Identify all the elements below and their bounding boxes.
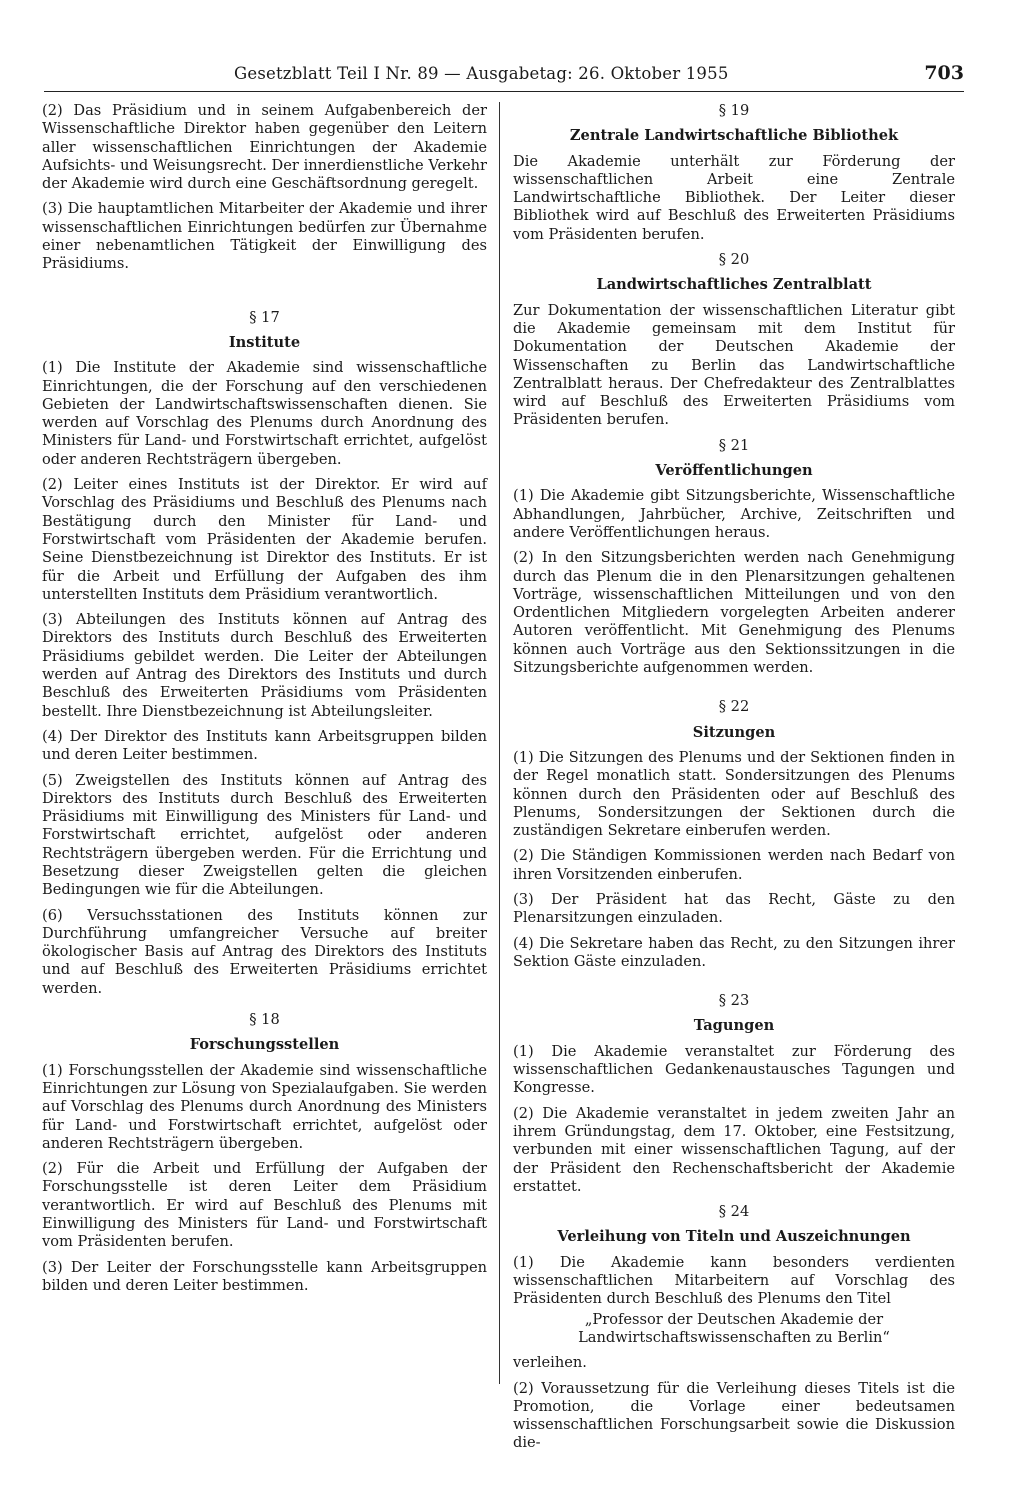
paragraph: (4) Die Sekretare haben das Recht, zu den Sitzungen ihrer Sektion Gäste einzuladen. [513,934,955,970]
header-rule [44,91,964,92]
paragraph: (2) Leiter eines Instituts ist der Direktor. Er wird auf Vorschlag des Präsidiums und Beschluß des Plenums nach Bestätigung durch den Minister für Land- und Forstwirtschaft vom Präsidenten der Akademie berufen. Seine Dienstbezeichnung ist Direktor des Instituts. Er ist für die Arbeit und Erfüllung der Aufgaben des ihm unterstellten Instituts dem Präsidium verantwortlich. [42,476,487,603]
section-number: § 22 [718,698,750,716]
section-number: § 17 [249,308,280,326]
paragraph: (1) Die Akademie veranstaltet zur Förderung des wissenschaftlichen Gedankenaustausches Tagungen und Kongresse. [513,1042,955,1097]
section-number: § 19 [718,102,750,119]
paragraph: (2) Die Ständigen Kommissionen werden nach Bedarf von ihren Vorsitzenden einberufen. [513,847,955,883]
title-quote: „Professor der Deutschen Akademie der Landwirtschaftswissenschaften zu Berlin“ [578,1310,890,1346]
paragraph: (6) Versuchsstationen des Instituts können zur Durchführung umfangreicher Versuche auf breiter ökologischer Basis auf Antrag des Direktors des Instituts und auf Beschluß des Erweiterten Präsidiums errichtet werden. [42,906,487,997]
section-number: § 20 [718,251,750,269]
section-title: Veröffentlichungen [655,462,813,480]
header-title: Gesetzblatt Teil I Nr. 89 — Ausgabetag: 26. Oktober 1955 [234,64,729,83]
paragraph: Die Akademie unterhält zur Förderung der wissenschaftlichen Arbeit eine Zentrale Landwirtschaftliche Bibliothek. Der Leiter dieser Bibliothek wird auf Beschluß des Erweiterten Präsidiums vom Präsidenten berufen. [513,152,955,243]
paragraph: (2) Das Präsidium und in seinem Aufgabenbereich der Wissenschaftliche Direktor haben gegenüber den Leitern aller wissenschaftlichen Einrichtungen der Akademie Aufsichts- und Weisungsrecht. Der innerdienstliche Verkehr der Akademie wird durch eine Geschäftsordnung geregelt. [42,102,487,193]
section-title: Verleihung von Titeln und Auszeichnungen [557,1228,911,1246]
section-number: § 21 [718,436,750,454]
paragraph: (2) Für die Arbeit und Erfüllung der Aufgaben der Forschungsstelle ist deren Leiter dem Präsidium verantwortlich. Er wird auf Beschluß des Plenums mit Einwilligung des Ministers für Land- und Forstwirtschaft vom Präsidenten berufen. [42,1160,487,1251]
right-column [513,102,955,1460]
section-number: § 18 [249,1011,280,1029]
page-header [44,62,964,92]
left-column [42,102,487,1302]
paragraph: (2) Voraussetzung für die Verleihung dieses Titels ist die Promotion, die Vorlage einer bedeutsamen wissenschaftlichen Forschungsarbeit sowie die Diskussion die- [513,1379,955,1452]
paragraph: (1) Die Akademie gibt Sitzungsberichte, Wissenschaftliche Abhandlungen, Jahrbücher, Archive, Zeitschriften und andere Veröffentlichungen heraus. [513,487,955,541]
paragraph: (2) Die Akademie veranstaltet in jedem zweiten Jahr an ihrem Gründungstag, dem 17. Oktober, eine Festsitzung, verbunden mit einer wissenschaftlichen Tagung, auf der der Präsident den Rechenschaftsbericht der Akademie erstattet. [513,1104,955,1195]
section-title: Tagungen [693,1017,775,1035]
paragraph: (1) Die Sitzungen des Plenums und der Sektionen finden in der Regel monatlich statt. Sondersitzungen des Plenums können durch den Präsidenten oder auf Beschluß des Plenums, Sondersitzungen der Sektionen durch die zuständigen Sekretare einberufen werden. [513,748,955,840]
paragraph: (5) Zweigstellen des Instituts können auf Antrag des Direktors des Instituts durch Beschluß des Erweiterten Präsidiums mit Einwilligung des Ministers für Land- und Forstwirtschaft errichtet, aufgelöst oder anderen Rechtsträgern übergeben werden. Für die Errichtung und Besetzung dieser Zweigstellen gelten die gleichen Bedingungen wie für die Abteilungen. [42,771,487,899]
section-number: § 23 [718,992,750,1010]
paragraph: (3) Die hauptamtlichen Mitarbeiter der Akademie und ihrer wissenschaftlichen Einrichtungen bedürfen zur Übernahme einer nebenamtlichen Tätigkeit der Einwilligung des Präsidiums. [42,200,487,273]
section-number: § 24 [718,1203,750,1221]
paragraph: verleihen. [513,1354,587,1372]
paragraph: Zur Dokumentation der wissenschaftlichen Literatur gibt die Akademie gemeinsam mit dem Institut für Dokumentation der Deutschen Akademie der Wissenschaften zu Berlin das Landwirtschaftliche Zentralblatt heraus. Der Chefredakteur des Zentralblattes wird auf Beschluß des Erweiterten Präsidiums vom Präsidenten berufen. [513,301,955,429]
section-title: Sitzungen [692,723,776,741]
page-number: 703 [924,62,964,84]
section-title: Landwirtschaftliches Zentralblatt [596,276,872,294]
section-title: Zentrale Landwirtschaftliche Bibliothek [569,127,899,145]
section-title: Institute [228,333,301,351]
paragraph: (3) Der Leiter der Forschungsstelle kann Arbeitsgruppen bilden und deren Leiter bestimmen. [42,1258,487,1294]
section-title: Forschungsstellen [189,1036,340,1054]
paragraph: (1) Die Akademie kann besonders verdienten wissenschaftlichen Mitarbeitern auf Vorschlag des Präsidenten durch Beschluß des Plenums den Titel [513,1253,955,1308]
paragraph: (1) Die Institute der Akademie sind wissenschaftliche Einrichtungen, die der Forschung auf den verschiedenen Gebieten der Landwirtschaftswissenschaften dienen. Sie werden auf Vorschlag des Plenums durch Anordnung des Ministers für Land- und Forstwirtschaft errichtet, aufgelöst oder anderen Rechtsträgern übergeben. [42,359,487,468]
paragraph: (4) Der Direktor des Instituts kann Arbeitsgruppen bilden und deren Leiter bestimmen. [42,727,487,764]
column-divider [499,102,500,1384]
paragraph: (3) Abteilungen des Instituts können auf Antrag des Direktors des Instituts durch Beschluß des Erweiterten Präsidiums gebildet werden. Die Leiter der Abteilungen werden auf Antrag des Direktors des Instituts und durch Beschluß des Erweiterten Präsidiums vom Präsidenten bestellt. Ihre Dienstbezeichnung ist Abteilungsleiter. [42,611,487,720]
paragraph: (3) Der Präsident hat das Recht, Gäste zu den Plenarsitzungen einzuladen. [513,890,955,927]
paragraph: (2) In den Sitzungsberichten werden nach Genehmigung durch das Plenum die in den Plenarsitzungen gehaltenen Vorträge, wissenschaftlichen Mitteilungen und von den Ordentlichen Mitgliedern vorgelegten Arbeiten anderer Autoren veröffentlicht. Mit Genehmigung des Plenums können auch Vorträge aus den Sektionssitzungen in die Sitzungsberichte aufgenommen werden. [513,549,955,677]
paragraph: (1) Forschungsstellen der Akademie sind wissenschaftliche Einrichtungen zur Lösung von Spezialaufgaben. Sie werden auf Vorschlag des Plenums durch Anordnung des Ministers für Land- und Forstwirtschaft errichtet, aufgelöst oder anderen Rechtsträgern übergeben. [42,1061,487,1152]
